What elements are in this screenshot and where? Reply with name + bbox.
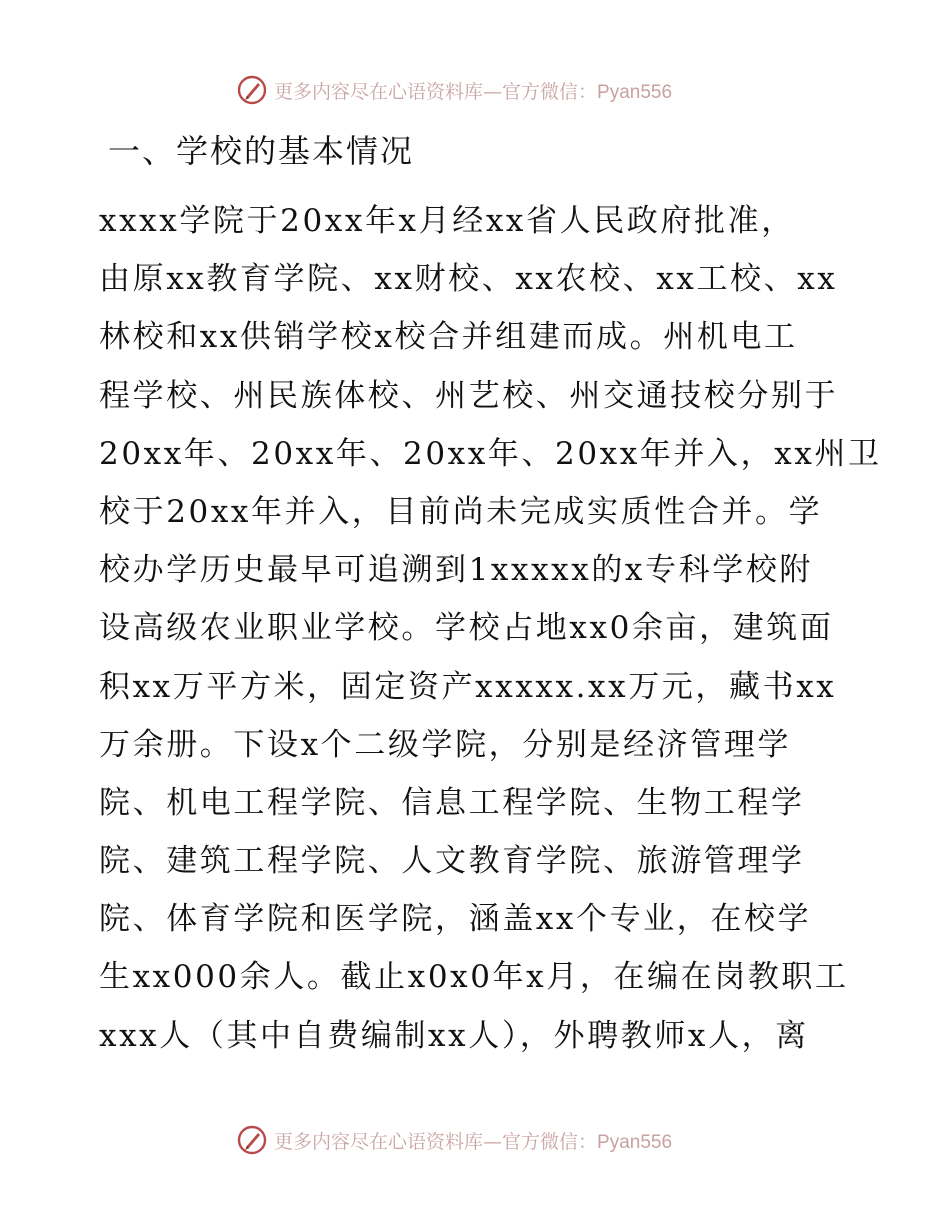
text-line: 设高级农业职业学校。学校占地xx0余亩，建筑面: [99, 610, 834, 647]
header-banner: [236, 72, 756, 108]
text-line: 积xx万平方米，固定资产xxxxx.xx万元，藏书xx: [99, 668, 837, 705]
text-line: xxxx学院于20xx年x月经xx省人民政府批准，: [99, 203, 795, 239]
text-line: 20xx年、20xx年、20xx年、20xx年并入，xx州卫: [99, 435, 882, 472]
body-paragraph: [99, 192, 882, 1065]
text-line: 程学校、州民族体校、州艺校、州交通技校分别于: [99, 377, 839, 414]
text-line: 院、体育学院和医学院，涵盖xx个专业，在校学: [99, 901, 812, 938]
banner-text: 更多内容尽在心语资料库—官方微信：Pyan556: [274, 80, 673, 103]
banner-text: 更多内容尽在心语资料库—官方微信：Pyan556: [274, 1130, 673, 1153]
text-line: 校办学历史最早可追溯到1xxxxx的x专科学校附: [99, 552, 814, 589]
text-line: 林校和xx供销学校x校合并组建而成。州机电工: [99, 319, 798, 356]
footer-banner: [236, 1122, 756, 1158]
wechat-handle: Pyan556: [597, 1131, 673, 1153]
text-line: 校于20xx年并入，目前尚未完成实质性合并。学: [99, 493, 823, 530]
text-line: 生xx000余人。截止x0x0年x月，在编在岗教职工: [99, 959, 849, 996]
text-line: 院、建筑工程学院、人文教育学院、旅游管理学: [99, 843, 805, 880]
text-line: xxx人（其中自费编制xx人），外聘教师x人，离: [99, 1017, 809, 1054]
text-line: 院、机电工程学院、信息工程学院、生物工程学: [99, 784, 805, 821]
wechat-handle: Pyan556: [597, 81, 673, 103]
section-heading: 一、学校的基本情况: [108, 132, 415, 170]
quill-logo-icon: [236, 1124, 268, 1156]
text-line: 由原xx教育学院、xx财校、xx农校、xx工校、xx: [99, 261, 838, 298]
quill-logo-icon: [236, 74, 268, 106]
text-line: 万余册。下设x个二级学院，分别是经济管理学: [99, 726, 792, 763]
